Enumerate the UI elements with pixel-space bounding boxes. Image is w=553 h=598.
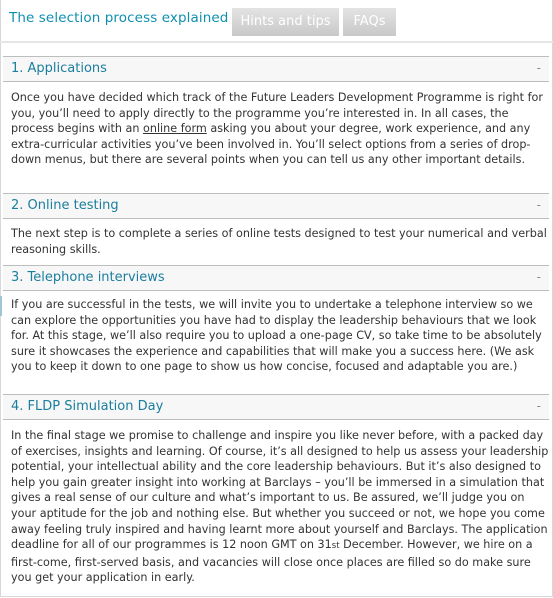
body-text: asking you about your degree, work experience, and any extra-curricular activities you’ve been involved in. You’ll select options from a series of drop-down menus, but there are several points when you can tell us any other important details. [11,122,531,167]
section-body-telephone-interviews: If you are successful in the tests, we will invite you to undertake a telephone interview so we can explore the opportunities you have had to display the leadership behaviours that we look for. At this stage, we’ll also require you to upload a one-page CV, so take time to be absolutely sure it showcases the experience and capabilities that will make you a success here. (We ask you to keep it down to one page to show us how concise, focused and adaptable you are.) [11,298,542,374]
tab-faqs[interactable]: FAQs [343,8,396,36]
section-body-simulation-day [11,428,549,586]
collapse-icon[interactable]: - [536,270,541,284]
section-title: 3. Telephone interviews [11,270,165,285]
section-title: 1. Applications [11,61,107,76]
section-header-telephone-interviews[interactable] [3,265,549,291]
collapse-icon[interactable]: - [536,61,541,75]
date-suffix: st [331,541,340,552]
collapse-icon[interactable]: - [536,399,541,413]
section-body-applications [11,90,549,168]
section-title: 2. Online testing [11,198,119,213]
body-text: Once you have decided which track of the Future Leaders Development Programme is right for you, you’ll need to apply directly to the programme you’re interested in. In all cases, the process begins with an [11,91,543,136]
tab-selection-process[interactable]: The selection process explained [9,10,229,26]
tab-hints-and-tips[interactable]: Hints and tips [232,8,339,36]
section-title: 4. FLDP Simulation Day [11,399,164,414]
section-header-applications[interactable] [3,56,549,82]
body-text: December. However, we hire on a first-come, first-served basis, and vacancies will close once places are filled so do make sure you get your application in early. [11,538,533,585]
body-text: In the final stage we promise to challenge and inspire you like never before, with a packed day of exercises, insights and learning. Of course, it’s all designed to help us assess your leadership potential, your intellectual ability and the core leadership behaviours. But it’s also designed to help you gain greater insight into working at Barclays – you’ll be immersed in a simulation that gives a real sense of our culture and what’s important to us. Be assured, we’ll judge you on your aptitude for the job and nothing else. But whether you succeed or not, we hope you come away feeling truly inspired and having learnt more about yourself and Barclays. The application deadline for all of our programmes is 12 noon GMT on 31 [11,429,549,552]
collapse-icon[interactable]: - [536,198,541,212]
section-body-online-testing: The next step is to complete a series of online tests designed to test your numerical and verbal reasoning skills. [11,227,547,256]
section-header-simulation-day[interactable] [3,394,549,420]
tab-underline [0,41,553,43]
section-header-online-testing[interactable] [3,193,549,219]
scroll-marker [0,296,2,316]
tab-bar [0,6,553,36]
online-form-link[interactable]: online form [143,122,207,136]
